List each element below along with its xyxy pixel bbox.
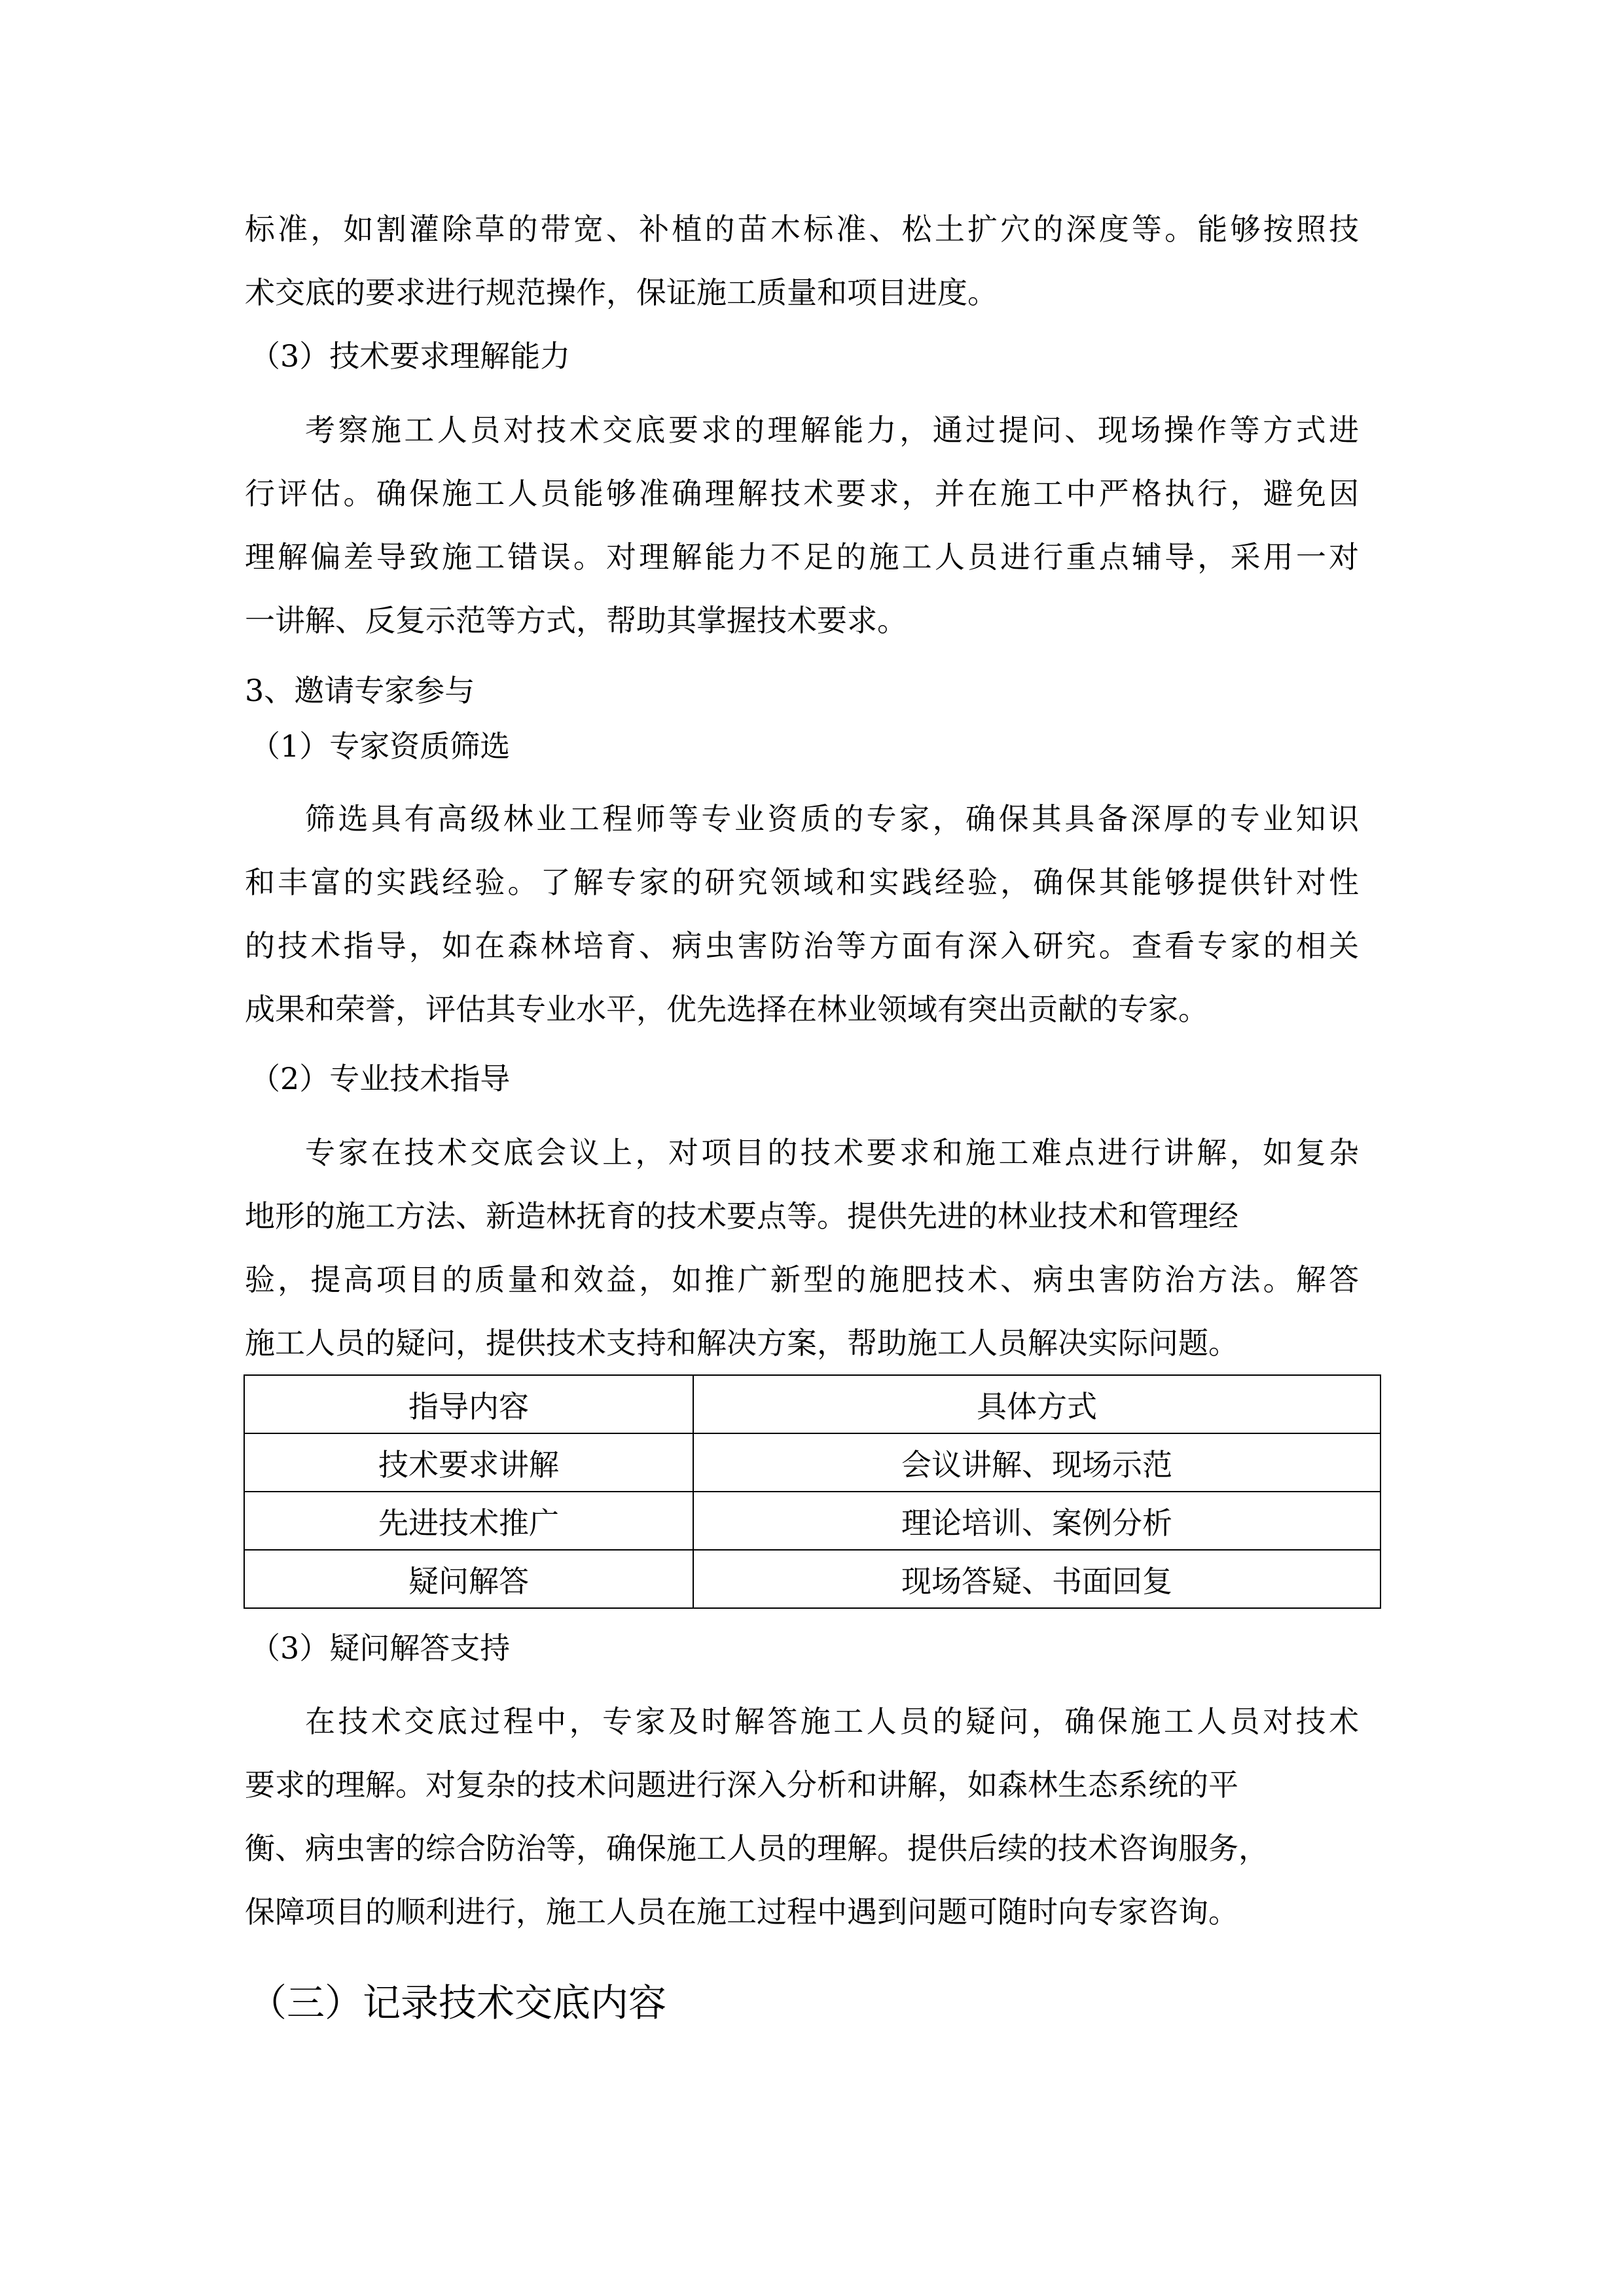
table-cell: 现场答疑、书面回复 xyxy=(693,1550,1380,1608)
table-row xyxy=(244,1550,1380,1608)
subheading-understanding: （3）技术要求理解能力 xyxy=(250,338,571,374)
paragraph-line: 验，提高项目的质量和效益，如推广新型的施肥技术、病虫害防治方法。解答 xyxy=(245,1262,1359,1297)
paragraph-line: 考察施工人员对技术交底要求的理解能力，通过提问、现场操作等方式进 xyxy=(305,412,1359,448)
paragraph-line: 理解偏差导致施工错误。对理解能力不足的施工人员进行重点辅导，采用一对 xyxy=(245,539,1359,575)
table-row xyxy=(244,1492,1380,1550)
table-cell: 疑问解答 xyxy=(244,1550,693,1608)
table-header-cell: 具体方式 xyxy=(693,1375,1380,1433)
table-cell: 会议讲解、现场示范 xyxy=(693,1433,1380,1492)
paragraph-line: 和丰富的实践经验。了解专家的研究领域和实践经验，确保其能够提供针对性 xyxy=(245,865,1359,900)
subheading-technical-guidance: （2）专业技术指导 xyxy=(250,1061,511,1096)
paragraph-line: 行评估。确保施工人员能够准确理解技术要求，并在施工中严格执行，避免因 xyxy=(245,476,1359,511)
table-row xyxy=(244,1433,1380,1492)
paragraph-line: 标准，如割灌除草的带宽、补植的苗木标准、松土扩穴的深度等。能够按照技 xyxy=(245,211,1359,247)
paragraph-line: 地形的施工方法、新造林抚育的技术要点等。提供先进的林业技术和管理经 xyxy=(245,1198,1238,1234)
paragraph-line: 的技术指导，如在森林培育、病虫害防治等方面有深入研究。查看专家的相关 xyxy=(245,928,1359,963)
table-cell: 技术要求讲解 xyxy=(244,1433,693,1492)
paragraph-line: 衡、病虫害的综合防治等，确保施工人员的理解。提供后续的技术咨询服务， xyxy=(245,1831,1269,1866)
paragraph-line: 专家在技术交底会议上，对项目的技术要求和施工难点进行讲解，如复杂 xyxy=(305,1135,1359,1170)
guidance-table xyxy=(244,1374,1381,1609)
paragraph-line: 术交底的要求进行规范操作，保证施工质量和项目进度。 xyxy=(245,275,998,310)
paragraph-line: 一讲解、反复示范等方式，帮助其掌握技术要求。 xyxy=(245,603,907,638)
table-cell: 理论培训、案例分析 xyxy=(693,1492,1380,1550)
paragraph-line: 筛选具有高级林业工程师等专业资质的专家，确保其具备深厚的专业知识 xyxy=(305,801,1359,836)
subheading-qualification: （1）专家资质筛选 xyxy=(250,728,511,764)
paragraph-line: 保障项目的顺利进行，施工人员在施工过程中遇到问题可随时向专家咨询。 xyxy=(245,1894,1238,1929)
section-heading-record-content: （三）记录技术交底内容 xyxy=(249,1981,667,2025)
subheading-qa-support: （3）疑问解答支持 xyxy=(250,1630,511,1666)
paragraph-line: 在技术交底过程中，专家及时解答施工人员的疑问，确保施工人员对技术 xyxy=(305,1704,1359,1739)
table-header-cell: 指导内容 xyxy=(244,1375,693,1433)
paragraph-line: 施工人员的疑问，提供技术支持和解决方案，帮助施工人员解决实际问题。 xyxy=(245,1325,1238,1361)
paragraph-line: 成果和荣誉，评估其专业水平，优先选择在林业领域有突出贡献的专家。 xyxy=(245,992,1208,1027)
section-heading-invite-experts: 3、邀请专家参与 xyxy=(245,673,475,708)
table-header-row xyxy=(244,1375,1380,1433)
table-cell: 先进技术推广 xyxy=(244,1492,693,1550)
paragraph-line: 要求的理解。对复杂的技术问题进行深入分析和讲解，如森林生态系统的平 xyxy=(245,1767,1238,1803)
